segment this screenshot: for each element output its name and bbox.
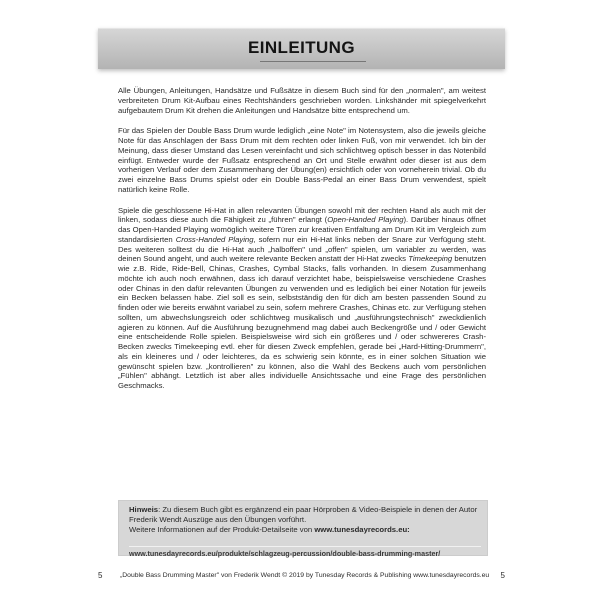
page-title: EINLEITUNG [248, 38, 355, 57]
hihat-mid2: , sofern nur ein Hi-Hat links neben der Snare zur Verfügung steht. Des weiteren solltest du die Hi-Hat auch „halboffen" und „offen" spielen, um variabler zu werden, was deinen Sound angeht, und auch weitere relevante Becken anstatt der Hi-Hat zwecks [118, 234, 486, 264]
hint-body: : Zu diesem Buch gibt es ergänzend ein paar Hörproben & Video-Beispiele in denen der Autor Frederik Wendt Auszüge aus den Übungen vorführt. [129, 505, 478, 524]
term-timekeeping: Timekeeping [408, 254, 453, 264]
hihat-intro: Spiele die geschlossene Hi-Hat in allen relevanten Übungen sowohl mit der rechten Hand als auch mit der linken, sodass diese auch die Fähigkeit zu „führen" erlangt ( [118, 205, 486, 225]
book-page [98, 6, 505, 590]
paragraph-layout: Alle Übungen, Anleitungen, Handsätze und Fußsätze in diesem Buch sind für den „normalen", am weitest verbreiteten Drum Kit-Aufbau eines Rechtshänders geschrieben worden. Linkshänder mit spiegelverkehrt aufgebautem Drum Kit drehen die Anleitungen und Handsätze bitte entsprechend um. [118, 86, 486, 115]
page-number-right: 5 [500, 571, 505, 580]
hint-more-text: Weitere Informationen auf der Produkt-Detailseite von [129, 524, 315, 534]
term-cross-handed: Cross-Handed Playing [175, 234, 254, 244]
paragraph-double-bass: Für das Spielen der Double Bass Drum wurde lediglich „eine Note" im Notensystem, also die jeweils gleiche Note für das Anschlagen der Bass Drum mit dem rechten oder linken Fuß, von mir verwendet. Ich bin der Meinung, dass dieser Umstand das Lesen vereinfacht und sich schlichtweg optisch besser in das Notenbild einfügt. Entweder wurde der Fußsatz entsprechend an Ort und Stelle erwähnt oder dieser ist aus dem vorherigen Verlauf oder dem Zusammenhang der Übung(en) ersichtlich oder von vorneherein trivial. Ob du zwei einzelne Bass Drums spielst oder ein Double Bass-Pedal an einer Bass Drum verwendest, spielt natürlich keine Rolle. [118, 126, 486, 194]
hint-box [118, 500, 488, 556]
paragraph-hihat [118, 206, 486, 391]
page-footer [98, 571, 505, 585]
body-text [118, 86, 486, 391]
title-bar [98, 28, 505, 69]
footer-credit: „Double Bass Drumming Master" von Frederik Wendt © 2019 by Tunesday Records & Publishing www.tunesdayrecords.eu [120, 572, 490, 579]
term-open-handed: Open-Handed Playing [327, 215, 404, 225]
hint-text [129, 505, 481, 525]
page-number-left: 5 [98, 571, 103, 580]
title-underline [260, 61, 366, 62]
hihat-mid1: ). Darüber hinaus öffnet das Open-Handed Playing womöglich weitere Türen zur kreativen Entfaltung am Drum Kit im Vergleich zum standardisierten [118, 215, 487, 244]
hint-url-link[interactable]: www.tunesdayrecords.eu/produkte/schlagzeug-percussion/double-bass-drumming-master/ [129, 546, 481, 559]
hint-more-info [129, 525, 481, 535]
hint-label: Hinweis [129, 505, 159, 514]
hihat-rest: benutzen wie z.B. Ride, Ride-Bell, Chinas, Crashes, Cymbal Stacks, falls vorhanden. In diesem Zusammenhang möchte ich auch noch erwähnen, dass ich darauf verzichtet habe, beispielsweise verschiedene Crashes oder Chinas in den dafür relevanten Übungen zu verwenden und es lediglich bei einer Notation für jeweils ein Becken belassen habe. Ziel soll es sein, selbstständig den für dich am besten passenden Sound zu finden oder wie bereits erwähnt variabel zu sein, sofern mehrere Crashes, Chinas etc. zur Verfügung stehen sollten, um abwechslungsreich oder schlichtweg musikalisch und „ausführungstechnisch" zweckdienlich agieren zu können. Auf die Ausführung bezugnehmend mag dabei auch Beckengröße und / oder Gewicht eine entscheidende Rolle spielen. Beispielsweise wird sich ein größeres und / oder schwereres Crash-Becken zwecks Timekeeping evtl. eher für diesen Zweck empfehlen, gerade bei „Hard-Hitting-Drummern", als ein kleineres und / oder leichteres, da es schwierig sein könnte, es in einer solchen Situation wie gewünscht spielen bzw. „kontrollieren" zu können, also die Wahl des Beckens auch vom persönlichen „Fühlen" abhängt. Letztlich ist aber alles individuelle Ansichtssache und eine Frage des persönlichen Geschmacks. [118, 254, 486, 390]
hint-site-suffix: : [407, 524, 410, 534]
hint-site-link[interactable]: www.tunesdayrecords.eu [314, 524, 408, 534]
